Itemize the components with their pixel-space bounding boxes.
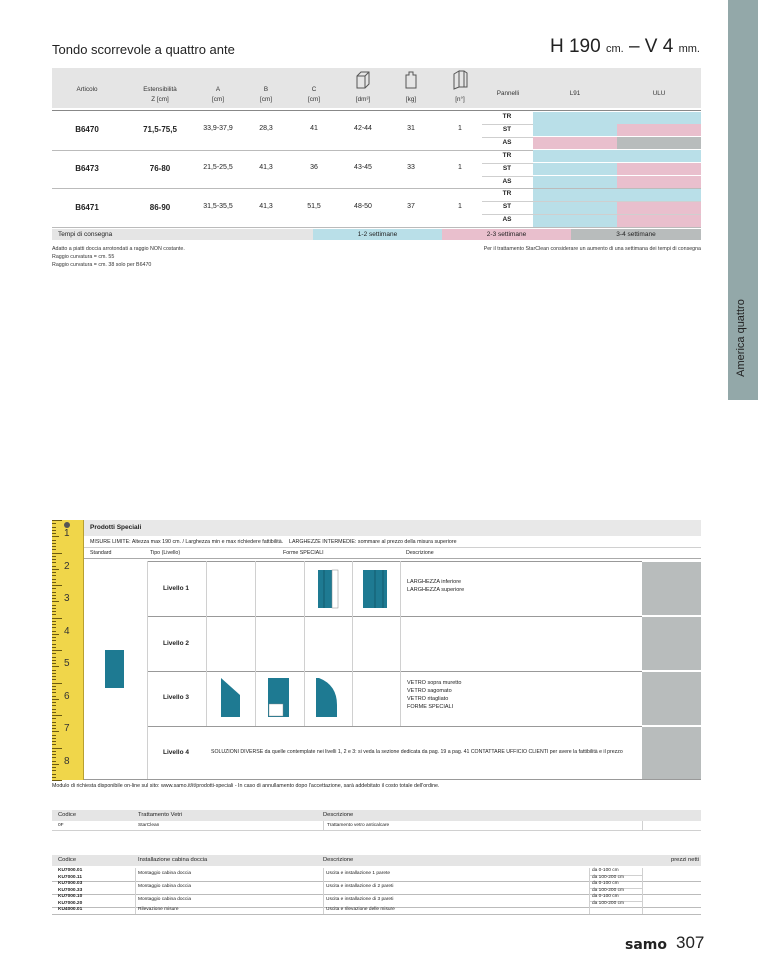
tape-tick <box>52 770 56 771</box>
special-products-title: Prodotti Speciali <box>84 520 701 536</box>
panels-icon <box>452 70 468 90</box>
l91-swatch <box>533 189 617 201</box>
special-footer: Modulo di richiesta disponibile on-line sul sito: www.samo.it/it/prodotti-speciali - In caso di annullamento dopo l'accettazione, sarà addebitato il costo totale dell'ordine. <box>52 783 440 789</box>
tape-tick <box>52 621 56 622</box>
tape-tick <box>52 689 56 690</box>
rule <box>52 830 701 831</box>
install-range: da 0-100 cm <box>592 894 619 899</box>
tape-tick <box>52 660 56 661</box>
tape-tick <box>52 598 56 599</box>
rule <box>323 868 324 881</box>
tape-tick <box>52 692 56 693</box>
tape-tick <box>52 696 56 697</box>
tape-tick <box>52 741 56 742</box>
trattamento-header <box>52 810 701 821</box>
ulu-swatch <box>617 112 701 124</box>
row-b: 41,3 <box>259 164 273 172</box>
side-tab-label: America quattro <box>735 299 747 377</box>
limits-text: Altezza max 190 cm. / Larghezza min e max richiedere fattibilità. <box>131 539 284 545</box>
tape-number: 7 <box>64 723 70 734</box>
price-cell-2 <box>642 617 701 670</box>
col-descrizione: Descrizione <box>406 550 434 556</box>
col-c: C <box>311 86 317 93</box>
tape-tick <box>52 549 56 550</box>
tape-tick <box>52 553 62 554</box>
measuring-tape <box>52 520 84 780</box>
panel-tag: TR <box>502 113 512 120</box>
col-panels-unit: [n°] <box>455 96 465 103</box>
installazione-header <box>52 855 701 866</box>
page-number: 307 <box>676 933 705 952</box>
tape-tick <box>52 650 62 651</box>
tape-tick <box>52 705 56 706</box>
header-rule <box>52 110 701 111</box>
install-desc: Uscita e installazione 1 parete <box>326 871 390 877</box>
tape-number: 8 <box>64 755 70 767</box>
wider-width-shape <box>361 568 389 610</box>
tape-tick <box>52 653 56 654</box>
level-3-desc-3: VETRO ritagliato <box>407 696 449 702</box>
rule <box>135 868 136 881</box>
row-b: 28,3 <box>259 125 273 133</box>
consegna-3-4: 3-4 settimane <box>571 229 701 240</box>
tape-tick <box>52 624 56 625</box>
rule <box>323 821 324 830</box>
tape-tick <box>52 728 56 729</box>
tape-tick <box>52 751 56 752</box>
rule <box>84 558 701 559</box>
row-volume: 48-50 <box>354 202 372 210</box>
level-3-desc-4: FORME SPECIALI <box>407 704 454 710</box>
tape-tick <box>52 536 59 537</box>
tape-tick <box>52 780 62 781</box>
tape-number: 2 <box>64 560 70 572</box>
tape-tick <box>52 556 56 557</box>
col-l91: L91 <box>569 90 581 97</box>
col-a-unit: [cm] <box>212 96 224 103</box>
thickness-unit: mm. <box>678 43 700 55</box>
standard-panel-shape <box>105 650 124 688</box>
tape-tick <box>52 614 56 615</box>
rule <box>323 881 324 894</box>
row-b: 41,3 <box>259 202 273 210</box>
price-cell-1 <box>642 562 701 615</box>
limits-label: MISURE LIMITE: <box>90 539 131 545</box>
ulu-swatch <box>617 176 701 188</box>
install-desc: Uscita e installazione di 3 pareti <box>326 897 394 903</box>
consegna-1-2: 1-2 settimane <box>313 229 442 240</box>
tape-tick <box>52 582 56 583</box>
col-estensibilita-unit: Z [cm] <box>151 96 169 103</box>
rule <box>52 914 701 915</box>
tape-tick <box>52 761 56 762</box>
rule <box>642 821 643 830</box>
l91-swatch <box>533 215 617 227</box>
rule <box>642 881 643 894</box>
level-3-label: Livello 3 <box>163 694 190 701</box>
tape-tick <box>52 640 56 641</box>
tape-tick <box>52 637 56 638</box>
tape-tick <box>52 562 56 563</box>
l91-swatch <box>533 124 617 136</box>
col-trattamento: Trattamento Vetri <box>138 812 183 818</box>
tape-tick <box>52 731 59 732</box>
consegna-label: Tempi di consegna <box>52 229 313 240</box>
col-c-unit: [cm] <box>308 96 320 103</box>
panel-tag: ST <box>502 164 512 172</box>
install-label: Montaggio cabina doccia <box>138 897 192 903</box>
rule <box>135 907 136 914</box>
row-c: 51,5 <box>307 202 321 210</box>
note-1: Adatto a piatti doccia arrotondati a raggio NON costante. <box>52 246 185 252</box>
tape-tick <box>52 676 56 677</box>
level-4-label: Livello 4 <box>163 749 190 756</box>
tape-tick <box>52 530 56 531</box>
trattamento-name: StarClean <box>138 823 160 828</box>
level-3-desc-2: VETRO sagomato <box>407 688 452 694</box>
rule <box>84 779 701 780</box>
ulu-swatch <box>617 189 701 201</box>
tape-tick <box>52 757 56 758</box>
tape-tick <box>52 683 62 684</box>
tape-number: 6 <box>64 690 70 702</box>
tape-tick <box>52 754 56 755</box>
row-kg: 31 <box>407 125 415 133</box>
tape-tick <box>52 702 56 703</box>
level-1-desc-1: LARGHEZZA inferiore <box>407 579 462 585</box>
row-estensibilita: 86-90 <box>149 202 171 212</box>
ulu-swatch <box>617 202 701 214</box>
install-desc: Uscita e rilevazione delle misure <box>326 907 395 913</box>
tape-tick <box>52 588 56 589</box>
install-code: KU7000.11 <box>58 874 83 880</box>
tape-tick <box>52 764 59 765</box>
level-1-label: Livello 1 <box>163 585 190 592</box>
tape-tick <box>52 657 56 658</box>
tape-tick <box>52 666 59 667</box>
tape-tick <box>52 634 59 635</box>
rule <box>147 726 642 727</box>
tape-tick <box>52 569 59 570</box>
rule <box>84 547 701 548</box>
glass-above-wall-shape <box>220 677 242 719</box>
row-estensibilita: 76-80 <box>149 164 171 174</box>
tape-tick <box>52 540 56 541</box>
tape-tick <box>52 595 56 596</box>
row-c: 41 <box>310 125 318 133</box>
price-cell-3 <box>642 672 701 725</box>
tape-tick <box>52 774 56 775</box>
tape-tick <box>52 523 56 524</box>
panel-tag: ST <box>502 203 512 211</box>
ulu-swatch <box>617 124 701 136</box>
tape-number: 1 <box>64 528 70 539</box>
tape-tick <box>52 585 62 586</box>
tape-tick <box>52 663 56 664</box>
rule <box>135 894 136 907</box>
note-starclean: Per il trattamento StarClean considerare un aumento di una settimana dei tempi di consegna <box>483 246 701 252</box>
col-standard: Standard <box>90 550 112 556</box>
install-range: da 0-100 cm <box>592 868 619 873</box>
rule <box>304 561 305 726</box>
tape-tick <box>52 647 56 648</box>
tape-tick <box>52 735 56 736</box>
panel-tag: AS <box>502 138 512 146</box>
rule <box>52 227 701 228</box>
tape-tick <box>52 670 56 671</box>
row-kg: 37 <box>407 202 415 210</box>
col-estensibilita: Estensibilità <box>143 86 177 93</box>
tape-tick <box>52 718 56 719</box>
row-a: 21,5-25,5 <box>203 164 233 172</box>
tape-tick <box>52 543 56 544</box>
curved-glass-shape <box>315 677 339 719</box>
install-range: da 100-200 cm <box>592 874 624 880</box>
level-4-desc: SOLUZIONI DIVERSE da quelle contemplate nei livelli 1, 2 e 3: si veda la sezione dedicata da pag. 19 a pag. 41 CONTATTARE UFFICIO CLIENTI per avere la fattibilità e il prezzo <box>211 749 623 755</box>
rule <box>147 561 642 562</box>
install-range: da 100-200 cm <box>592 887 624 893</box>
tape-pin-icon <box>63 521 71 529</box>
tape-tick <box>52 686 56 687</box>
install-code: KU4000.01 <box>58 907 83 912</box>
rule <box>147 561 148 779</box>
rule <box>323 907 324 914</box>
tape-tick <box>52 715 62 716</box>
tape-tick <box>52 575 56 576</box>
row-n: 1 <box>458 164 462 172</box>
row-c: 36 <box>310 164 318 172</box>
tape-tick <box>52 579 56 580</box>
ulu-swatch <box>617 150 701 162</box>
height-value: H 190 <box>549 36 601 57</box>
install-label: Rilevazione misure <box>138 907 179 913</box>
trattamento-desc: Trattamento vetro anticalcare <box>327 823 390 828</box>
tape-tick <box>52 767 56 768</box>
rule <box>589 894 590 907</box>
tape-tick <box>52 559 56 560</box>
weight-icon <box>404 70 418 90</box>
tape-tick <box>52 722 56 723</box>
tape-tick <box>52 679 56 680</box>
col-volume-unit: [dm³] <box>355 96 371 103</box>
panel-tag: AS <box>502 216 512 224</box>
rule <box>255 561 256 726</box>
row-n: 1 <box>458 202 462 210</box>
note-2: Raggio curvatura = cm. 55 <box>52 254 115 260</box>
col-b: B <box>263 86 269 93</box>
tape-tick <box>52 608 56 609</box>
tape-tick <box>52 744 56 745</box>
row-articolo: B6471 <box>75 202 99 212</box>
col-ulu: ULU <box>652 90 666 97</box>
thickness-value: – V 4 <box>623 36 674 57</box>
col-prezzi-netti: prezzi netti <box>670 857 699 863</box>
row-a: 33,9-37,9 <box>203 125 233 133</box>
rule <box>147 671 642 672</box>
tape-tick <box>52 605 56 606</box>
level-2-label: Livello 2 <box>163 640 190 647</box>
l91-swatch <box>533 137 617 149</box>
rule <box>400 561 401 726</box>
install-desc: Uscita e installazione di 2 pareti <box>326 884 394 890</box>
tape-number: 5 <box>64 658 70 669</box>
row-a: 31,5-35,5 <box>203 202 233 210</box>
install-code: KU7000.10 <box>58 894 83 899</box>
tape-tick <box>52 601 59 602</box>
tape-tick <box>52 777 56 778</box>
intermediate-text: sommare al prezzo della misura superiore <box>357 539 457 545</box>
col-b-unit: [cm] <box>260 96 272 103</box>
tape-tick <box>52 566 56 567</box>
col-descrizione: Descrizione <box>323 812 354 818</box>
tape-tick <box>52 546 56 547</box>
panel-tag: ST <box>502 125 512 133</box>
install-label: Montaggio cabina doccia <box>138 884 192 890</box>
rule <box>642 868 643 881</box>
panel-tag: TR <box>502 151 512 159</box>
intermediate-label: LARGHEZZE INTERMEDIE: <box>289 539 357 545</box>
tape-number: 3 <box>64 593 70 604</box>
ulu-swatch <box>617 215 701 227</box>
col-pannelli: Pannelli <box>496 90 520 97</box>
rule <box>589 881 590 894</box>
notched-glass-shape <box>267 677 291 719</box>
ulu-swatch <box>617 163 701 175</box>
tape-tick <box>52 572 56 573</box>
rule <box>147 616 642 617</box>
tape-tick <box>52 738 56 739</box>
rule <box>642 894 643 907</box>
ulu-swatch <box>617 137 701 149</box>
col-forme: Forme SPECIALI <box>283 550 324 556</box>
rule <box>206 561 207 726</box>
l91-swatch <box>533 163 617 175</box>
panel-tag: AS <box>502 177 512 185</box>
consegna-2-3: 2-3 settimane <box>442 229 571 240</box>
brand-logo: samo <box>625 937 667 953</box>
volume-icon <box>355 71 371 89</box>
rule <box>589 868 590 881</box>
page-title: Tondo scorrevole a quattro ante <box>52 42 235 57</box>
row-estensibilita: 71,5-75,5 <box>143 125 177 135</box>
rule <box>642 907 643 914</box>
col-codice: Codice <box>58 857 77 863</box>
install-range: da 100-200 cm <box>592 900 624 906</box>
height-unit: cm. <box>605 43 624 55</box>
tape-tick <box>52 631 56 632</box>
col-descrizione: Descrizione <box>323 857 354 863</box>
install-code: KU7000.03 <box>58 881 83 886</box>
tape-tick <box>52 725 56 726</box>
tape-tick <box>52 644 56 645</box>
row-n: 1 <box>458 125 462 133</box>
note-3: Raggio curvatura = cm. 38 solo per B6470 <box>52 262 152 268</box>
l91-swatch <box>533 112 617 124</box>
rule <box>352 561 353 726</box>
row-kg: 33 <box>407 164 415 172</box>
height-thickness-heading <box>550 36 700 58</box>
row-articolo: B6470 <box>75 125 99 135</box>
row-volume: 42-44 <box>354 125 372 133</box>
install-label: Montaggio cabina doccia <box>138 871 192 877</box>
tape-tick <box>52 709 56 710</box>
panel-tag: TR <box>502 190 512 198</box>
row-articolo: B6473 <box>75 164 99 174</box>
narrower-width-shape <box>316 568 340 610</box>
col-weight-unit: [kg] <box>405 96 417 103</box>
tape-tick <box>52 533 56 534</box>
l91-swatch <box>533 150 617 162</box>
tape-tick <box>52 611 56 612</box>
tape-tick <box>52 527 56 528</box>
tape-number: 4 <box>64 625 70 637</box>
col-articolo: Articolo <box>76 86 98 93</box>
rule <box>135 881 136 894</box>
install-code: KU7000.01 <box>58 868 83 873</box>
tape-tick <box>52 673 56 674</box>
limits-line <box>90 539 457 545</box>
price-cell-4 <box>642 727 701 779</box>
tape-tick <box>52 627 56 628</box>
install-code: KU7000.33 <box>58 887 83 893</box>
install-range: da 0-100 cm <box>592 881 619 886</box>
col-tipo: Tipo (Livello) <box>150 550 181 556</box>
level-1-desc-2: LARGHEZZA superiore <box>407 587 465 593</box>
l91-swatch <box>533 202 617 214</box>
l91-swatch <box>533 176 617 188</box>
tape-tick <box>52 592 56 593</box>
tape-tick <box>52 699 59 700</box>
col-installazione: Installazione cabina doccia <box>138 857 208 863</box>
col-codice: Codice <box>58 812 77 818</box>
col-a: A <box>215 86 221 93</box>
level-3-desc-1: VETRO sopra muretto <box>407 680 462 686</box>
tape-tick <box>52 618 62 619</box>
rule <box>589 907 590 914</box>
tape-tick <box>52 712 56 713</box>
trattamento-codice: 0F <box>58 823 64 828</box>
row-volume: 43-45 <box>354 164 372 172</box>
tape-tick <box>52 748 62 749</box>
tape-tick <box>52 520 62 521</box>
install-code: KU7000.20 <box>58 900 83 906</box>
rule <box>323 894 324 907</box>
